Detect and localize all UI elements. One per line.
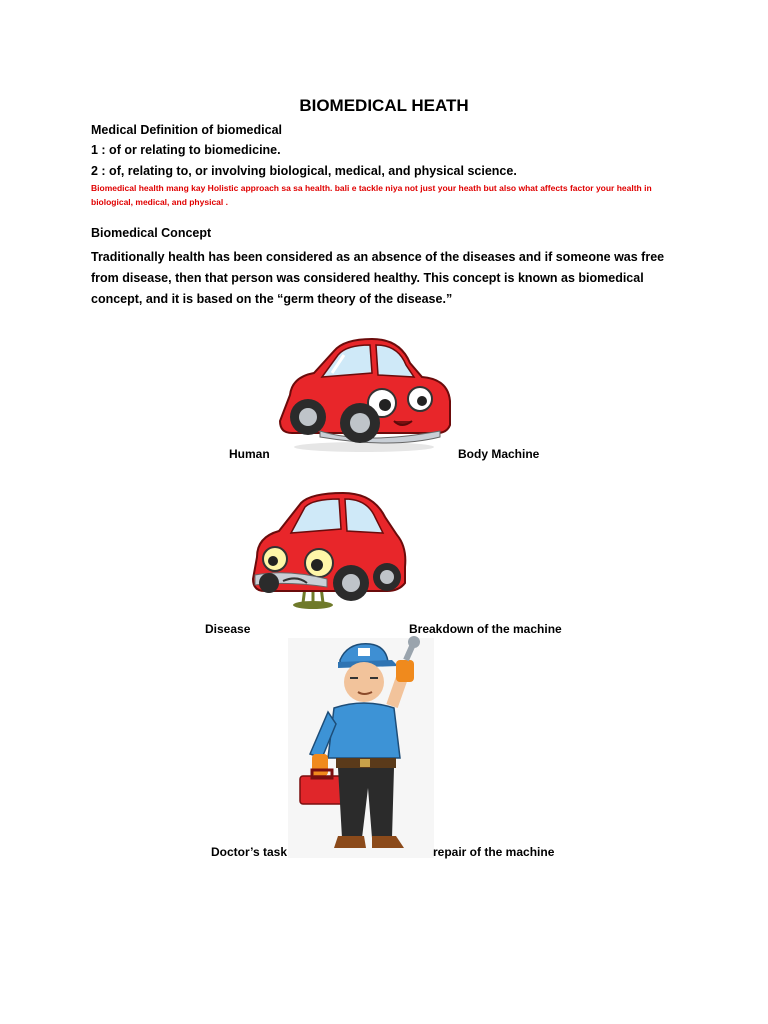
definition-1: 1 : of or relating to biomedicine. [91,143,281,157]
definition-heading: Medical Definition of biomedical [91,123,282,137]
mechanic-icon [288,638,434,858]
concept-heading: Biomedical Concept [91,226,212,240]
document-title: BIOMEDICAL HEATH [299,96,469,115]
note-text: Biomedical health mang kay Holistic approach sa sa health. bali e tackle niya not just your heath but also what affects factor your health in biological, medical, and physical . [91,183,652,207]
row-left-label: Human [229,447,270,461]
row-left-label: Disease [205,622,251,636]
happy-car-icon [272,333,457,453]
row-right-label: Body Machine [458,447,540,461]
row-left-label: Doctor’s task [211,845,288,859]
concept-paragraph: Traditionally health has been considered as an absence of the diseases and if someone was free from disease, then that person was considered healthy. This concept is known as biomedical concept, and it is based on the “germ theory of the disease.” [91,250,665,306]
row-right-label: Breakdown of the machine [409,622,562,636]
broken-car-icon [247,487,412,612]
definition-2: 2 : of, relating to, or involving biological, medical, and physical science. [91,164,517,178]
row-right-label: repair of the machine [433,845,555,859]
